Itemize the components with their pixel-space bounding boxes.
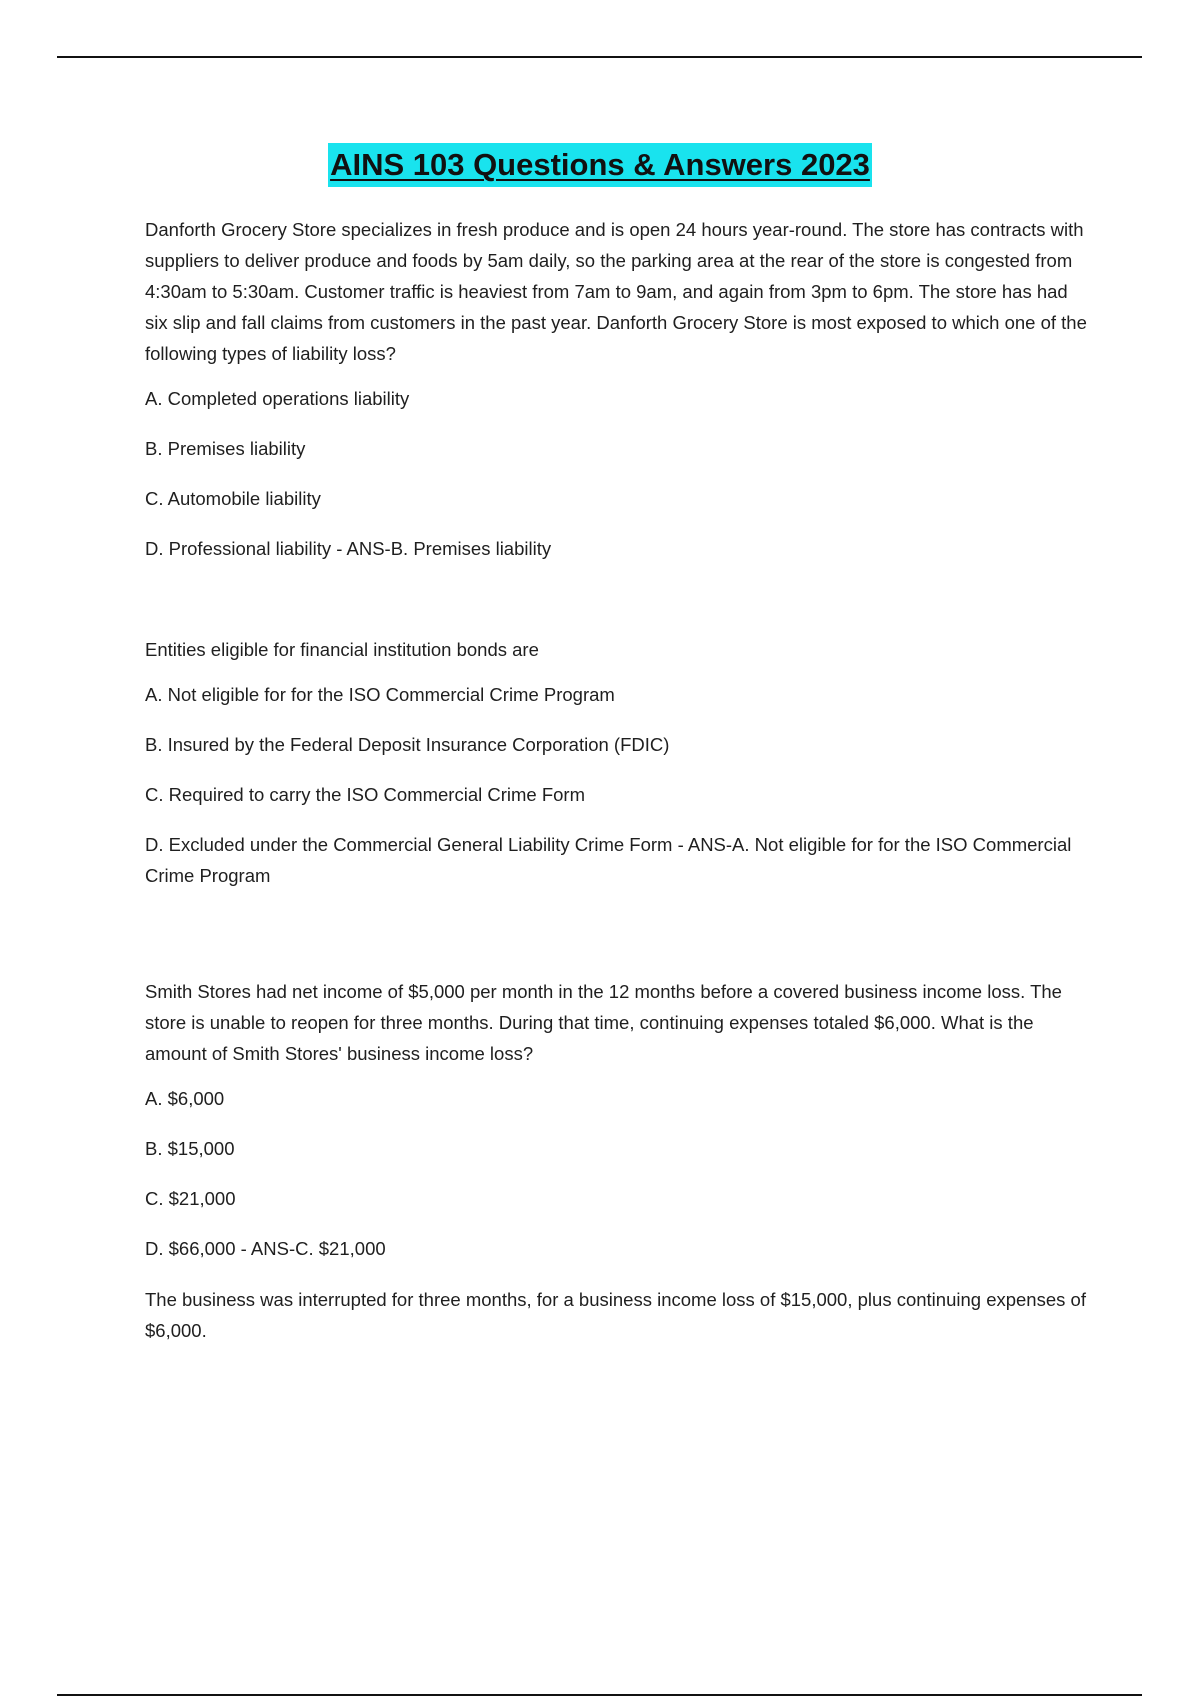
answer-option: A. $6,000 (145, 1088, 225, 1109)
answer-option: B. Premises liability (145, 438, 306, 459)
answer-option: B. $15,000 (145, 1138, 235, 1159)
answer-option: A. Not eligible for for the ISO Commercial Crime Program (145, 684, 615, 705)
answer-option-with-key: D. $66,000 - ANS-C. $21,000 (145, 1238, 386, 1259)
answer-option: C. Required to carry the ISO Commercial Crime Form (145, 784, 585, 805)
top-rule (57, 56, 1142, 58)
question-2 (145, 634, 1095, 891)
question-3 (145, 976, 1095, 1346)
answer-explanation: The business was interrupted for three months, for a business income loss of $15,000, plus continuing expenses of $6,000. (145, 1289, 1086, 1341)
question-stem: Danforth Grocery Store specializes in fresh produce and is open 24 hours year-round. The store has contracts with suppliers to deliver produce and foods by 5am daily, so the parking area at the rear of the store is congested from 4:30am to 5:30am. Customer traffic is heaviest from 7am to 9am, and again from 3pm to 6pm. The store has had six slip and fall claims from customers in the past year. Danforth Grocery Store is most exposed to which one of the following types of liability loss? (145, 219, 1087, 364)
answer-option: B. Insured by the Federal Deposit Insurance Corporation (FDIC) (145, 734, 670, 755)
spacer (145, 564, 1095, 634)
answer-option: A. Completed operations liability (145, 388, 410, 409)
question-stem: Smith Stores had net income of $5,000 per month in the 12 months before a covered business income loss. The store is unable to reopen for three months. During that time, continuing expenses totaled $6,000. What is the amount of Smith Stores' business income loss? (145, 981, 1062, 1064)
title-wrap (0, 143, 1200, 187)
document-body (145, 214, 1095, 1346)
answer-option: C. $21,000 (145, 1188, 236, 1209)
answer-option-with-key: D. Professional liability - ANS-B. Premises liability (145, 538, 552, 559)
question-1 (145, 214, 1095, 564)
answer-option-with-key: D. Excluded under the Commercial General Liability Crime Form - ANS-A. Not eligible for for the ISO Commercial Crime Program (145, 834, 1072, 886)
spacer (145, 891, 1095, 976)
question-stem: Entities eligible for financial institution bonds are (145, 639, 539, 660)
answer-option: C. Automobile liability (145, 488, 321, 509)
document-title: AINS 103 Questions & Answers 2023 (328, 143, 872, 187)
bottom-rule (57, 1694, 1142, 1696)
